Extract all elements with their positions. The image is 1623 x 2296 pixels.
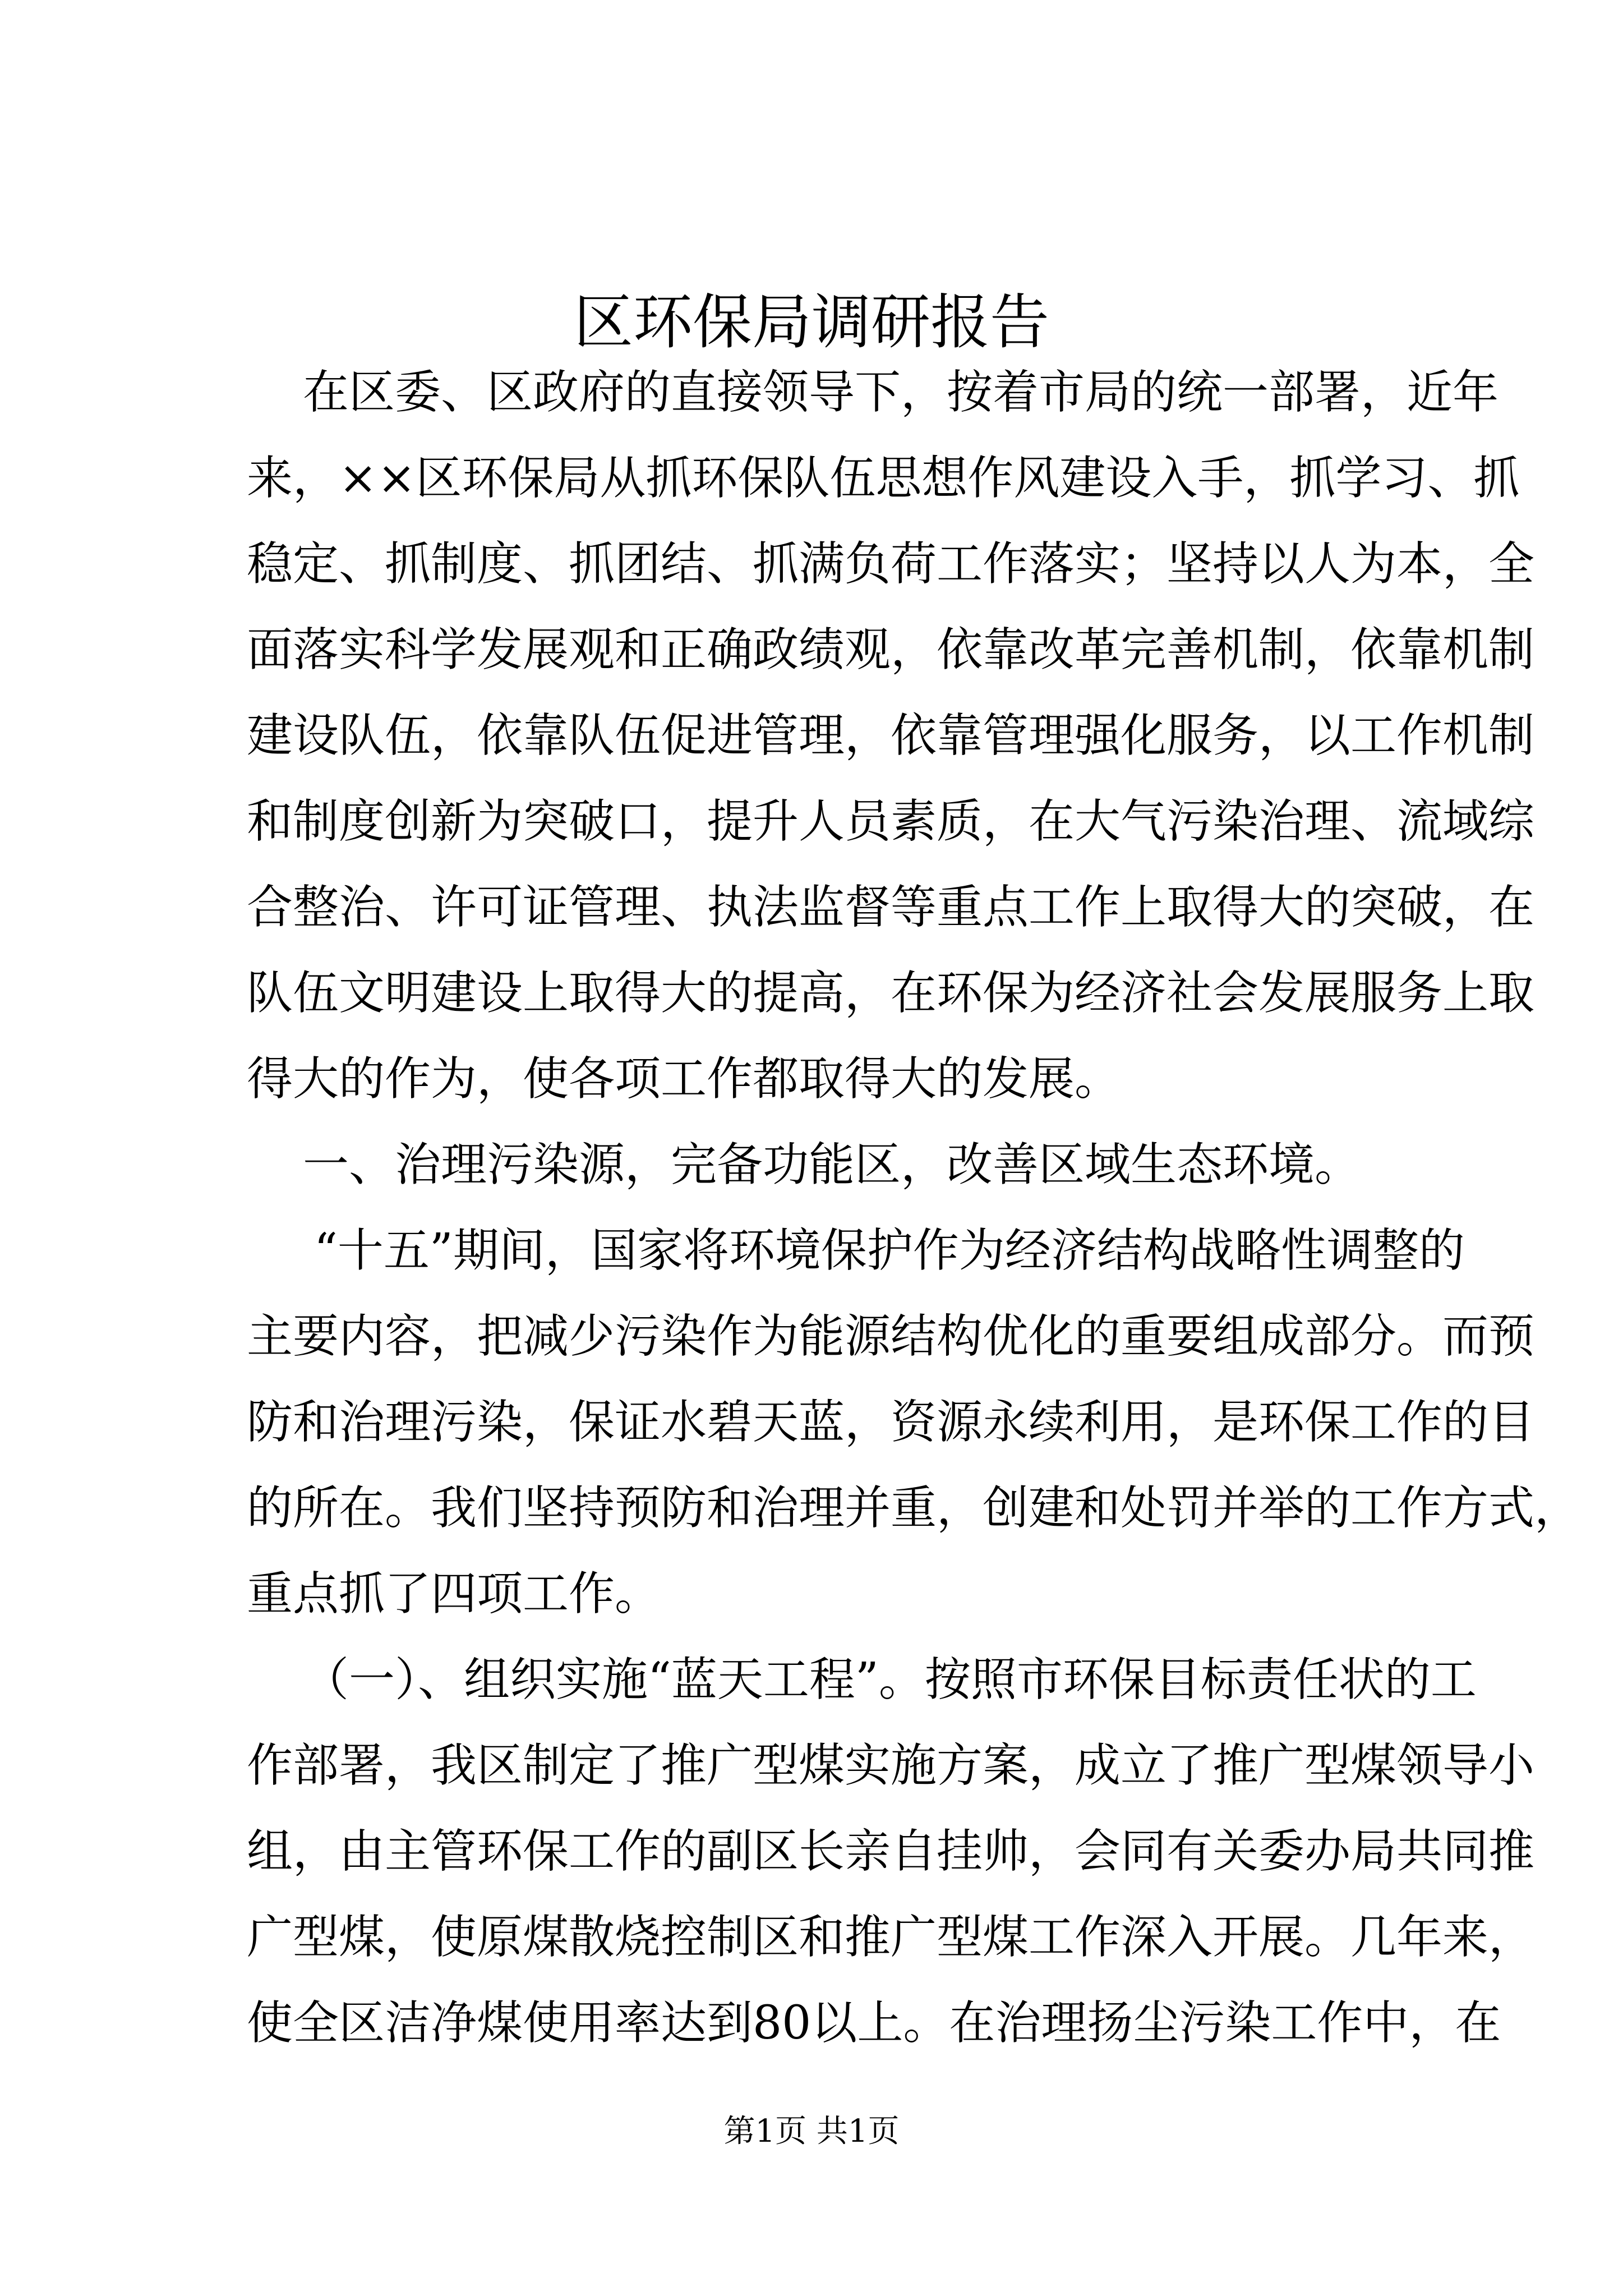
paragraph-line: 和制度创新为突破口，提升人员素质，在大气污染治理、流域综 bbox=[247, 795, 1535, 848]
page-footer: 第1页 共1页 bbox=[723, 2113, 900, 2150]
paragraph-line: 广型煤，使原煤散烧控制区和推广型煤工作深入开展。几年来， bbox=[247, 1911, 1535, 1964]
paragraph-line: 作部署，我区制定了推广型煤实施方案，成立了推广型煤领导小 bbox=[247, 1739, 1535, 1792]
paragraph-line: 稳定、抓制度、抓团结、抓满负荷工作落实；坚持以人为本，全 bbox=[247, 537, 1535, 591]
paragraph-line: 使全区洁净煤使用率达到80以上。在治理扬尘污染工作中，在 bbox=[247, 1996, 1501, 2050]
paragraph-line: 的所在。我们坚持预防和治理并重，创建和处罚并举的工作方式， bbox=[247, 1481, 1581, 1535]
paragraph-line: 面落实科学发展观和正确政绩观，依靠改革完善机制，依靠机制 bbox=[247, 623, 1535, 677]
paragraph-line: “十五”期间，国家将环境保护作为经济结构战略性调整的 bbox=[314, 1224, 1465, 1277]
paragraph-line: 来，××区环保局从抓环保队伍思想作风建设入手，抓学习、抓 bbox=[247, 452, 1520, 505]
paragraph-line: 主要内容，把减少污染作为能源结构优化的重要组成部分。而预 bbox=[247, 1310, 1535, 1363]
paragraph-line: 得大的作为，使各项工作都取得大的发展。 bbox=[247, 1052, 1121, 1106]
paragraph-line: 队伍文明建设上取得大的提高，在环保为经济社会发展服务上取 bbox=[247, 967, 1535, 1020]
paragraph-line: 重点抓了四项工作。 bbox=[247, 1567, 661, 1621]
paragraph-line: 合整治、许可证管理、执法监督等重点工作上取得大的突破，在 bbox=[247, 881, 1535, 934]
paragraph-line: 建设队伍，依靠队伍促进管理，依靠管理强化服务，以工作机制 bbox=[247, 709, 1535, 762]
section-heading-line: 一、治理污染源，完备功能区，改善区域生态环境。 bbox=[303, 1138, 1361, 1191]
paragraph-line: （一）、组织实施“蓝天工程”。按照市环保目标责任状的工 bbox=[303, 1653, 1477, 1706]
paragraph-line: 组，由主管环保工作的副区长亲自挂帅，会同有关委办局共同推 bbox=[247, 1825, 1535, 1878]
paragraph-line: 防和治理污染，保证水碧天蓝，资源永续利用，是环保工作的目 bbox=[247, 1396, 1535, 1449]
document-title: 区环保局调研报告 bbox=[574, 288, 1049, 357]
paragraph-line: 在区委、区政府的直接领导下，按着市局的统一部署，近年 bbox=[303, 366, 1499, 419]
